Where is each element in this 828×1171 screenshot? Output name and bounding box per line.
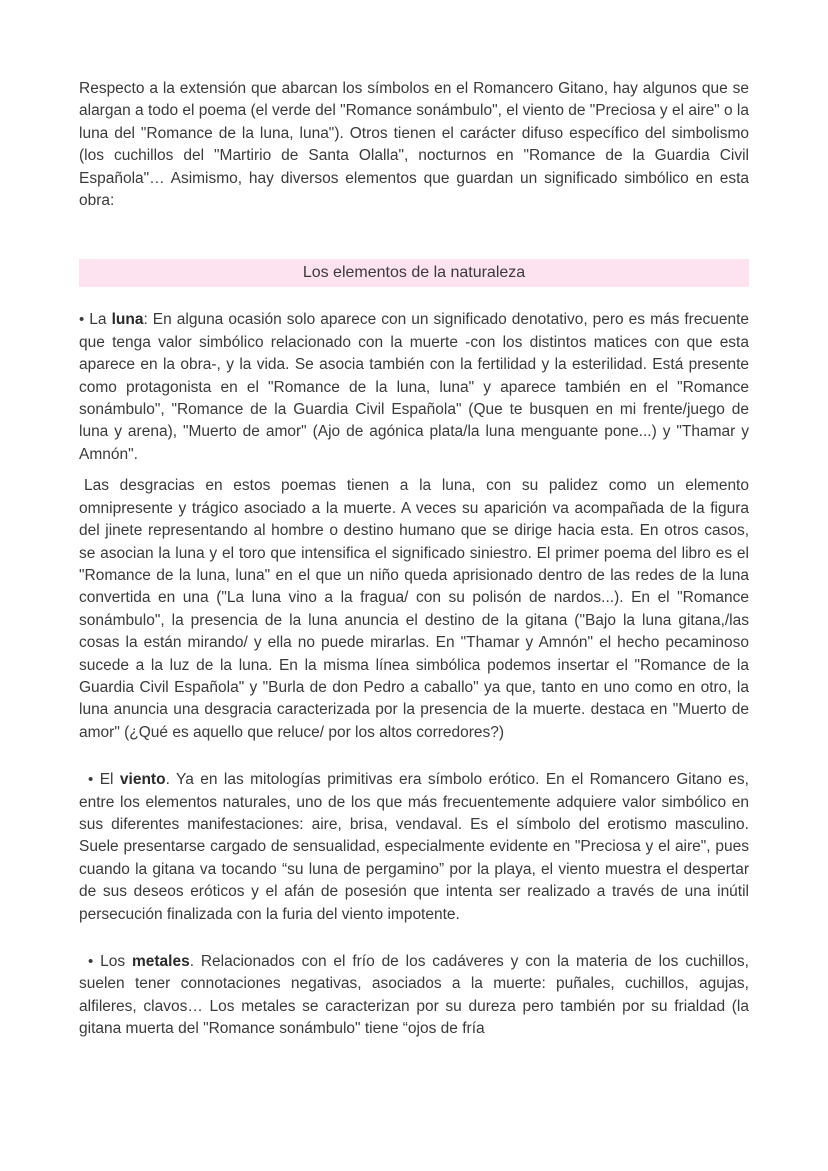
viento-paragraph (79, 769, 749, 926)
bullet-icon: • (88, 953, 94, 970)
document-page (79, 78, 749, 1041)
metales-lead: Los (100, 953, 126, 970)
luna-text: : En alguna ocasión solo aparece con un significado denotativo, pero es más frecuente que tenga valor simbólico relacionado con la muerte -con los distintos matices con que esta aparece en la obra-, y la vida. Se asocia también con la fertilidad y la esterilidad. Está presente como protagonista en el "Romance de la luna, luna" y aparece también en el "Romance sonámbulo", "Romance de la Guardia Civil Española" (Que te busquen en mi frente/juego de luna y arena), "Muerto de amor" (Ajo de agónica plata/la luna menguante pone...) y "Thamar y Amnón". (79, 311, 750, 463)
luna-paragraph (79, 309, 749, 466)
bullet-icon: • (88, 771, 94, 789)
metales-paragraph (79, 951, 749, 1041)
metales-term: metales (131, 953, 190, 970)
luna-lead: La (89, 311, 107, 329)
viento-term: viento (119, 771, 166, 789)
viento-lead: El (99, 771, 114, 789)
luna-term: luna (111, 311, 144, 329)
viento-text: . Ya en las mitologías primitivas era símbolo erótico. En el Romancero Gitano es, entre los elementos naturales, uno de los que más frecuentemente adquiere valor simbólico en sus diferentes manifestaciones: aire, brisa, vendaval. Es el símbolo del erotismo masculino. Suele presentarse cargado de sensualidad, especialmente evidente en "Preciosa y el aire", pues cuando la gitana va tocando “su luna de pergamino” por la playa, el viento muestra el despertar de sus deseos eróticos y el afán de posesión que intenta ser realizado a través de una inútil persecución finalizada con la furia del viento impotente. (79, 771, 749, 923)
metales-text: . Relacionados con el frío de los cadáveres y con la materia de los cuchillos, suelen tener connotaciones negativas, asociados a la muerte: puñales, cuchillos, agujas, alfileres, clavos… Los metales se caracterizan por su dureza pero también por su frialdad (la gitana muerta del "Romance sonámbulo" tiene “ojos de fría (79, 953, 749, 1038)
bullet-icon: • (79, 311, 85, 329)
section-heading: Los elementos de la naturaleza (79, 259, 749, 287)
intro-paragraph: Respecto a la extensión que abarcan los símbolos en el Romancero Gitano, hay algunos que se alargan a todo el poema (el verde del "Romance sonámbulo", el viento de "Preciosa y el aire" o la luna del "Romance de la luna, luna"). Otros tienen el carácter difuso específico del simbolismo (los cuchillos del "Martirio de Santa Olalla", nocturnos en "Romance de la Guardia Civil Española"… Asimismo, hay diversos elementos que guardan un significado simbólico en esta obra: (79, 80, 749, 210)
desgracias-paragraph: Las desgracias en estos poemas tienen a la luna, con su palidez como un elemento omnipresente y trágico asociado a la muerte. A veces su aparición va acompañada de la figura del jinete representando al hombre o destino humano que se dirige hacia esta. En otros casos, se asocian la luna y el toro que intensifica el significado siniestro. El primer poema del libro es el "Romance de la luna, luna" en el que un niño queda aprisionado dentro de las redes de la luna convertida en una ("La luna vino a la fragua/ con su polisón de nardos...). En el "Romance sonámbulo", la presencia de la luna anuncia el destino de la gitana ("Bajo la luna gitana,/las cosas la están mirando/ y ella no puede mirarlas. En "Thamar y Amnón" el hecho pecaminoso sucede a la luz de la luna. En la misma línea simbólica podemos insertar el "Romance de la Guardia Civil Española" y "Burla de don Pedro a caballo" ya que, tanto en uno como en otro, la luna anuncia una desgracia caracterizada por la presencia de la muerte. destaca en "Muerto de amor" (¿Qué es aquello que reluce/ por los altos corredores?) (79, 477, 749, 741)
